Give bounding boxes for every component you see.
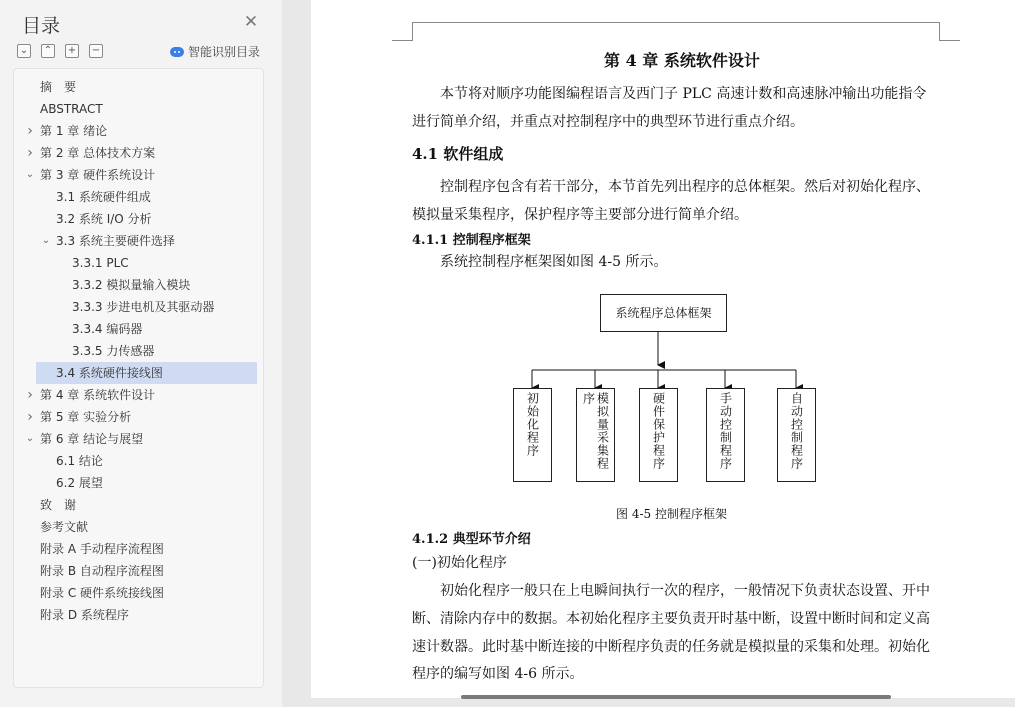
toc-sidebar (0, 0, 282, 707)
toc-item-label: 第 1 章 绪论 (40, 124, 108, 138)
paragraph-line: 系统控制程序框架图如图 4-5 所示。 (440, 254, 668, 270)
paragraph-line: 进行简单介绍，并重点对控制程序中的典型环节进行重点介绍。 (412, 114, 804, 130)
toc-item-label: 3.3.3 步进电机及其驱动器 (72, 300, 215, 314)
toc-item[interactable] (36, 362, 257, 384)
toc-item[interactable] (14, 560, 263, 582)
close-icon[interactable]: ✕ (243, 12, 259, 32)
toc-item[interactable] (14, 252, 263, 274)
horizontal-scrollbar[interactable] (461, 695, 891, 699)
smart-toc-button[interactable] (170, 43, 260, 60)
toc-item-label: 参考文献 (40, 520, 89, 534)
toc-item-label: 第 2 章 总体技术方案 (40, 146, 156, 160)
diagram-child-label: 手动控制程序 (718, 392, 733, 470)
toc-item[interactable] (14, 296, 263, 318)
toc-item-label: 摘 要 (40, 80, 77, 94)
subsection-title: 4.1.2 典型环节介绍 (412, 532, 531, 547)
diagram-child-label: 自动控制程序 (789, 392, 804, 470)
chevron-right-icon[interactable]: › (27, 123, 33, 139)
toc-item-label: 3.3.4 编码器 (72, 322, 143, 336)
paragraph-line: 初始化程序一般只在上电瞬间执行一次的程序，一般情况下负责状态设置、开中 (440, 583, 930, 599)
toc-item[interactable] (14, 472, 263, 494)
toc-item-label: 3.3.5 力传感器 (72, 344, 155, 358)
paragraph-line: 本节将对顺序功能图编程语言及西门子 PLC 高速计数和高速脉冲输出功能指令 (440, 86, 927, 102)
diagram-child-label: 初始化程序 (525, 392, 540, 457)
paragraph-line: 程序的编写如图 4-6 所示。 (412, 666, 584, 682)
diagram-child-box (777, 388, 816, 482)
corner-mark (939, 22, 940, 41)
toc-item[interactable] (14, 384, 263, 406)
minus-icon[interactable]: − (89, 44, 103, 58)
toc-item-label: 第 4 章 系统软件设计 (40, 388, 156, 402)
collapse-all-icon[interactable]: ⌄ (17, 44, 31, 58)
toc-item-label: 3.1 系统硬件组成 (56, 190, 151, 204)
header-rule (412, 22, 939, 23)
corner-mark (412, 22, 413, 41)
toc-item[interactable] (14, 604, 263, 626)
diagram-child-box (513, 388, 552, 482)
toc-item[interactable] (14, 186, 263, 208)
ai-icon (170, 47, 184, 57)
chevron-down-icon[interactable]: ⌄ (25, 169, 35, 180)
toc-item[interactable] (14, 538, 263, 560)
toc-item-label: 附录 B 自动程序流程图 (40, 564, 164, 578)
chapter-title: 第 4 章 系统软件设计 (604, 51, 760, 70)
toc-item-label: 附录 C 硬件系统接线图 (40, 586, 165, 600)
chevron-right-icon[interactable]: › (27, 145, 33, 161)
toc-title: 目录 (22, 15, 61, 37)
toc-item-label: 3.3.1 PLC (72, 256, 129, 270)
corner-mark (939, 40, 960, 41)
paragraph-line: 模拟量采集程序，保护程序等主要部分进行简单介绍。 (412, 207, 748, 223)
diagram-top-box (600, 294, 727, 332)
toc-list (13, 68, 264, 688)
figure-caption: 图 4-5 控制程序框架 (616, 507, 727, 521)
toc-item-label: 致 谢 (40, 498, 77, 512)
diagram-child-label: 模拟量采集程序 (581, 392, 610, 470)
toc-item[interactable] (14, 120, 263, 142)
toc-item[interactable] (14, 582, 263, 604)
smart-toc-label: 智能识别目录 (188, 45, 261, 59)
toc-item[interactable] (14, 340, 263, 362)
corner-mark (392, 40, 413, 41)
chevron-down-icon[interactable]: ⌄ (41, 235, 51, 246)
toc-item-label: 6.2 展望 (56, 476, 103, 490)
toc-item-label: 第 3 章 硬件系统设计 (40, 168, 156, 182)
toc-item-label: 3.3.2 模拟量输入模块 (72, 278, 191, 292)
diagram-top-label: 系统程序总体框架 (615, 306, 712, 320)
toc-item[interactable] (14, 142, 263, 164)
toc-item-label: 3.4 系统硬件接线图 (56, 366, 163, 380)
toc-item[interactable] (14, 98, 263, 120)
toc-item[interactable] (14, 450, 263, 472)
toc-item[interactable] (14, 164, 263, 186)
diagram-child-box (706, 388, 745, 482)
diagram-child-box (576, 388, 615, 482)
diagram-child-box (639, 388, 678, 482)
sub-heading: (一)初始化程序 (412, 555, 507, 571)
toc-item-label: 3.3 系统主要硬件选择 (56, 234, 175, 248)
toc-item-label: 第 5 章 实验分析 (40, 410, 132, 424)
subsection-title: 4.1.1 控制程序框架 (412, 233, 531, 248)
paragraph-line: 速计数器。此时基中断连接的中断程序负责的任务就是模拟量的采集和处理。初始化 (412, 639, 930, 655)
toc-item[interactable] (14, 318, 263, 340)
chevron-right-icon[interactable]: › (27, 387, 33, 403)
toc-item[interactable] (14, 274, 263, 296)
toc-item-label: 附录 D 系统程序 (40, 608, 129, 622)
toc-item-label: 第 6 章 结论与展望 (40, 432, 144, 446)
toc-item[interactable] (14, 230, 263, 252)
expand-all-icon[interactable]: ⌃ (41, 44, 55, 58)
toc-item-label: 3.2 系统 I/O 分析 (56, 212, 152, 226)
paragraph-line: 断、清除内存中的数据。本初始化程序主要负责开时基中断，设置中断时间和定义高 (412, 611, 930, 627)
toc-item-label: 附录 A 手动程序流程图 (40, 542, 164, 556)
toc-item[interactable] (14, 406, 263, 428)
diagram-child-label: 硬件保护程序 (651, 392, 666, 470)
toc-item-label: ABSTRACT (40, 102, 103, 116)
toc-item[interactable] (14, 516, 263, 538)
chevron-right-icon[interactable]: › (27, 409, 33, 425)
toc-item-label: 6.1 结论 (56, 454, 103, 468)
toc-item[interactable] (14, 428, 263, 450)
section-title: 4.1 软件组成 (412, 145, 504, 163)
plus-icon[interactable]: + (65, 44, 79, 58)
toc-item[interactable] (14, 494, 263, 516)
toc-item[interactable] (14, 76, 263, 98)
toc-item[interactable] (14, 208, 263, 230)
paragraph-line: 控制程序包含有若干部分，本节首先列出程序的总体框架。然后对初始化程序、 (440, 179, 930, 195)
chevron-down-icon[interactable]: ⌄ (25, 433, 35, 444)
